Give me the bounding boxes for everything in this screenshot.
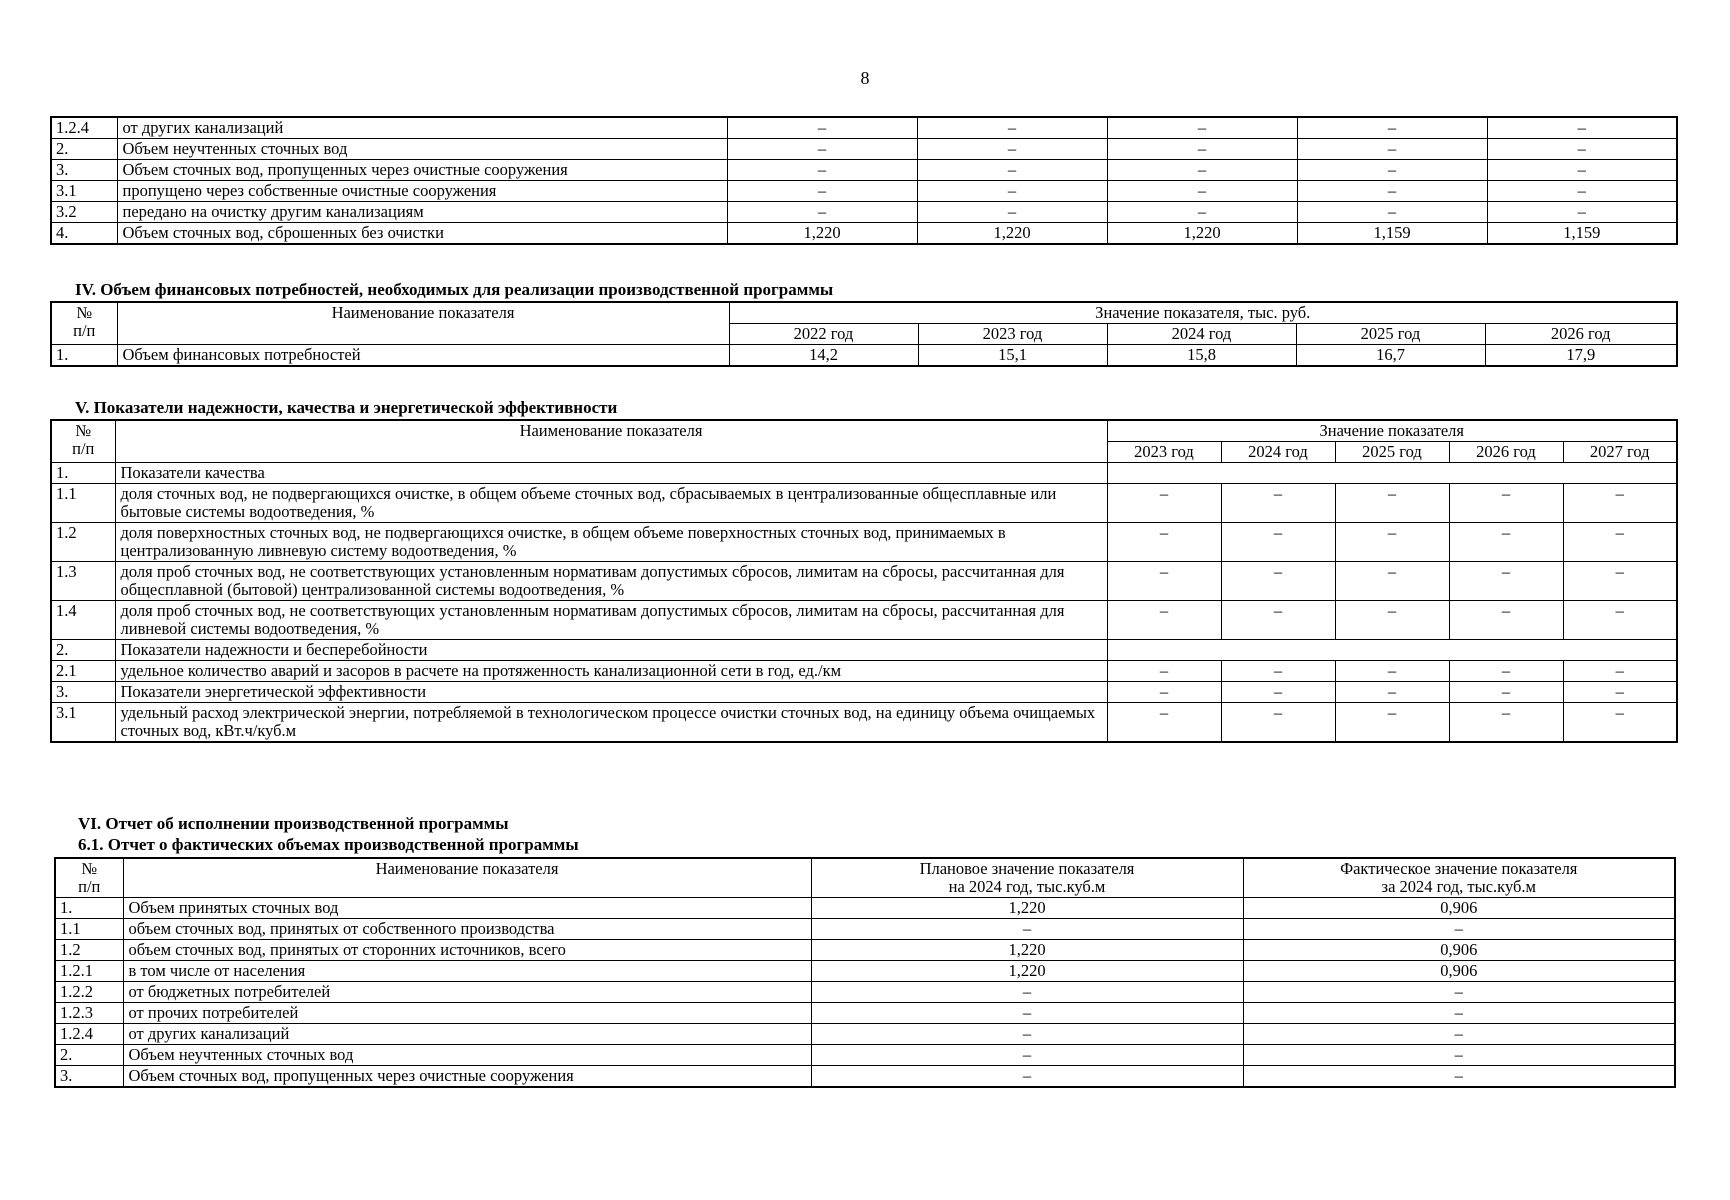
row-name: от бюджетных потребителей	[123, 982, 811, 1003]
table-row	[51, 463, 1677, 484]
table-row	[55, 940, 1675, 961]
col-header-value: Значение показателя, тыс. руб.	[729, 302, 1677, 324]
row-fact-value: 0,906	[1243, 898, 1675, 919]
row-number: 2.	[55, 1045, 123, 1066]
table-row	[51, 223, 1677, 245]
row-value: –	[1335, 562, 1449, 601]
row-fact-value: –	[1243, 982, 1675, 1003]
col-header-number: № п/п	[51, 420, 115, 463]
year-header: 2027 год	[1563, 442, 1677, 463]
row-name: от других канализаций	[123, 1024, 811, 1045]
table-row	[55, 982, 1675, 1003]
row-value: –	[1107, 484, 1221, 523]
row-value: –	[1107, 601, 1221, 640]
row-plan-value: –	[811, 1045, 1243, 1066]
row-value: 16,7	[1296, 345, 1485, 367]
table-row	[51, 661, 1677, 682]
row-value: –	[1487, 139, 1677, 160]
row-name: Объем сточных вод, пропущенных через очистные сооружения	[117, 160, 727, 181]
col-header-name: Наименование показателя	[115, 420, 1107, 463]
row-number: 1.2.1	[55, 961, 123, 982]
row-plan-value: 1,220	[811, 898, 1243, 919]
quality-indicators-table	[50, 419, 1678, 743]
row-number: 1.	[51, 345, 117, 367]
table-row	[55, 919, 1675, 940]
row-name: доля поверхностных сточных вод, не подвергающихся очистке, в общем объеме поверхностных сточных вод, принимаемых в централизованную ливневую систему водоотведения, %	[115, 523, 1107, 562]
row-value: –	[1297, 202, 1487, 223]
row-plan-value: –	[811, 919, 1243, 940]
row-value: –	[1221, 484, 1335, 523]
row-value: 1,159	[1487, 223, 1677, 245]
table-row	[55, 898, 1675, 919]
table-row	[51, 484, 1677, 523]
row-number: 3.2	[51, 202, 117, 223]
row-name: пропущено через собственные очистные сооружения	[117, 181, 727, 202]
year-header: 2022 год	[729, 324, 918, 345]
col-header-fact: Фактическое значение показателя за 2024 год, тыс.куб.м	[1243, 858, 1675, 898]
row-fact-value: –	[1243, 1003, 1675, 1024]
table-row	[55, 1003, 1675, 1024]
row-value: –	[1487, 181, 1677, 202]
row-value: –	[1449, 562, 1563, 601]
row-value: –	[917, 117, 1107, 139]
row-number: 3.	[51, 682, 115, 703]
row-name: доля проб сточных вод, не соответствующих установленным нормативам допустимых сбросов, лимитам на сбросы, рассчитанная для общесплавной (бытовой) централизованной системы водоотведения, %	[115, 562, 1107, 601]
col-header-plan: Плановое значение показателя на 2024 год, тыс.куб.м	[811, 858, 1243, 898]
row-value: –	[1221, 523, 1335, 562]
row-value: –	[1563, 703, 1677, 743]
row-value: –	[917, 139, 1107, 160]
row-value: –	[1221, 661, 1335, 682]
row-plan-value: –	[811, 1024, 1243, 1045]
row-name: Объем сточных вод, пропущенных через очистные сооружения	[123, 1066, 811, 1088]
volume-table-continued	[50, 116, 1678, 245]
row-plan-value: 1,220	[811, 940, 1243, 961]
row-name: в том числе от населения	[123, 961, 811, 982]
row-name: доля проб сточных вод, не соответствующих установленным нормативам допустимых сбросов, лимитам на сбросы, рассчитанная для ливневой системы водоотведения, %	[115, 601, 1107, 640]
col-header-name: Наименование показателя	[117, 302, 729, 345]
row-plan-value: –	[811, 1003, 1243, 1024]
production-report-table	[54, 857, 1676, 1088]
table-row	[55, 1024, 1675, 1045]
financial-needs-table	[50, 301, 1678, 367]
row-name: удельное количество аварий и засоров в расчете на протяженность канализационной сети в год, ед./км	[115, 661, 1107, 682]
row-value: 14,2	[729, 345, 918, 367]
row-value: –	[1335, 484, 1449, 523]
row-value: –	[1449, 703, 1563, 743]
table-row	[51, 181, 1677, 202]
row-value: –	[917, 202, 1107, 223]
year-header: 2024 год	[1107, 324, 1296, 345]
row-value: –	[1487, 160, 1677, 181]
row-name: Объем принятых сточных вод	[123, 898, 811, 919]
row-value: –	[1335, 703, 1449, 743]
row-number: 1.1	[51, 484, 115, 523]
row-value: –	[1563, 562, 1677, 601]
table-row	[51, 117, 1677, 139]
row-value: –	[1563, 523, 1677, 562]
row-name: Показатели энергетической эффективности	[115, 682, 1107, 703]
section-v-title: V. Показатели надежности, качества и энергетической эффективности	[75, 398, 618, 417]
row-value: –	[1297, 181, 1487, 202]
table-row	[51, 160, 1677, 181]
row-plan-value: 1,220	[811, 961, 1243, 982]
row-fact-value: –	[1243, 1024, 1675, 1045]
row-value: –	[1335, 682, 1449, 703]
row-value: –	[727, 160, 917, 181]
row-name: объем сточных вод, принятых от собственного производства	[123, 919, 811, 940]
row-value: –	[1335, 523, 1449, 562]
year-header: 2023 год	[1107, 442, 1221, 463]
row-value-empty	[1107, 640, 1677, 661]
table-row	[55, 1066, 1675, 1088]
year-header: 2023 год	[918, 324, 1107, 345]
row-value: –	[1107, 117, 1297, 139]
row-number: 1.2.4	[55, 1024, 123, 1045]
row-value: –	[1487, 202, 1677, 223]
col-header-value: Значение показателя	[1107, 420, 1677, 442]
row-number: 1.2.2	[55, 982, 123, 1003]
row-value: –	[727, 202, 917, 223]
row-name: объем сточных вод, принятых от сторонних источников, всего	[123, 940, 811, 961]
section-iv-title: IV. Объем финансовых потребностей, необходимых для реализации производственной программы	[75, 280, 834, 299]
row-number: 3.	[51, 160, 117, 181]
row-number: 1.2.3	[55, 1003, 123, 1024]
col-header-number: № п/п	[55, 858, 123, 898]
row-number: 2.	[51, 640, 115, 661]
row-plan-value: –	[811, 982, 1243, 1003]
table-row	[51, 601, 1677, 640]
row-value: –	[727, 181, 917, 202]
row-name: передано на очистку другим канализациям	[117, 202, 727, 223]
row-value: 1,159	[1297, 223, 1487, 245]
row-number: 1.4	[51, 601, 115, 640]
row-value-empty	[1107, 463, 1677, 484]
row-value: –	[1107, 523, 1221, 562]
row-value: –	[917, 181, 1107, 202]
table-row	[55, 961, 1675, 982]
row-value: 1,220	[1107, 223, 1297, 245]
row-number: 1.	[51, 463, 115, 484]
row-number: 1.	[55, 898, 123, 919]
col-header-number: № п/п	[51, 302, 117, 345]
row-value: –	[1107, 661, 1221, 682]
table-row	[51, 640, 1677, 661]
row-value: –	[1449, 682, 1563, 703]
row-value: –	[1221, 562, 1335, 601]
page-number: 8	[860, 68, 870, 88]
row-number: 4.	[51, 223, 117, 245]
table-row	[51, 703, 1677, 743]
year-header: 2025 год	[1296, 324, 1485, 345]
table-row	[51, 202, 1677, 223]
row-number: 3.1	[51, 181, 117, 202]
row-value: 1,220	[727, 223, 917, 245]
row-value: –	[1107, 562, 1221, 601]
row-value: –	[1563, 661, 1677, 682]
row-name: Показатели качества	[115, 463, 1107, 484]
row-number: 2.	[51, 139, 117, 160]
section-vi-subtitle: 6.1. Отчет о фактических объемах производственной программы	[78, 835, 579, 854]
table-row	[55, 1045, 1675, 1066]
row-value: –	[727, 117, 917, 139]
row-value: –	[1449, 661, 1563, 682]
row-number: 3.	[55, 1066, 123, 1088]
row-fact-value: –	[1243, 1045, 1675, 1066]
row-value: –	[1449, 484, 1563, 523]
row-value: –	[1107, 181, 1297, 202]
row-value: –	[1221, 703, 1335, 743]
row-number: 1.3	[51, 562, 115, 601]
table-row	[51, 345, 1677, 367]
table-row	[51, 682, 1677, 703]
row-name: от прочих потребителей	[123, 1003, 811, 1024]
row-value: –	[1335, 661, 1449, 682]
row-value: 17,9	[1485, 345, 1677, 367]
row-value: –	[1107, 202, 1297, 223]
row-value: –	[727, 139, 917, 160]
row-value: –	[1297, 117, 1487, 139]
row-number: 1.1	[55, 919, 123, 940]
row-value: –	[1563, 601, 1677, 640]
row-name: Объем неучтенных сточных вод	[123, 1045, 811, 1066]
row-fact-value: 0,906	[1243, 961, 1675, 982]
table-row	[51, 562, 1677, 601]
row-value: –	[1449, 601, 1563, 640]
row-value: –	[1221, 682, 1335, 703]
row-name: Объем неучтенных сточных вод	[117, 139, 727, 160]
row-value: –	[1107, 160, 1297, 181]
row-value: –	[1563, 682, 1677, 703]
year-header: 2026 год	[1485, 324, 1677, 345]
year-header: 2026 год	[1449, 442, 1563, 463]
row-fact-value: –	[1243, 1066, 1675, 1088]
row-number: 2.1	[51, 661, 115, 682]
row-value: –	[1335, 601, 1449, 640]
row-value: 1,220	[917, 223, 1107, 245]
row-name: Объем сточных вод, сброшенных без очистки	[117, 223, 727, 245]
row-fact-value: –	[1243, 919, 1675, 940]
row-value: –	[1297, 139, 1487, 160]
row-value: –	[1449, 523, 1563, 562]
row-name: от других канализаций	[117, 117, 727, 139]
row-number: 1.2	[55, 940, 123, 961]
row-value: –	[1107, 703, 1221, 743]
section-vi-title: VI. Отчет об исполнении производственной программы	[78, 814, 509, 833]
row-value: –	[917, 160, 1107, 181]
table-row	[51, 523, 1677, 562]
row-value: 15,8	[1107, 345, 1296, 367]
row-name: Объем финансовых потребностей	[117, 345, 729, 367]
row-value: 15,1	[918, 345, 1107, 367]
year-header: 2025 год	[1335, 442, 1449, 463]
row-plan-value: –	[811, 1066, 1243, 1088]
row-number: 1.2	[51, 523, 115, 562]
row-value: –	[1563, 484, 1677, 523]
row-fact-value: 0,906	[1243, 940, 1675, 961]
row-value: –	[1107, 682, 1221, 703]
row-name: Показатели надежности и бесперебойности	[115, 640, 1107, 661]
row-value: –	[1487, 117, 1677, 139]
row-number: 1.2.4	[51, 117, 117, 139]
row-value: –	[1107, 139, 1297, 160]
row-name: удельный расход электрической энергии, потребляемой в технологическом процессе очистки сточных вод, на единицу объема очищаемых сточных вод, кВт.ч/куб.м	[115, 703, 1107, 743]
year-header: 2024 год	[1221, 442, 1335, 463]
row-value: –	[1221, 601, 1335, 640]
table-row	[51, 139, 1677, 160]
row-name: доля сточных вод, не подвергающихся очистке, в общем объеме сточных вод, сбрасываемых в централизованные общесплавные или бытовые системы водоотведения, %	[115, 484, 1107, 523]
col-header-name: Наименование показателя	[123, 858, 811, 898]
row-number: 3.1	[51, 703, 115, 743]
row-value: –	[1297, 160, 1487, 181]
